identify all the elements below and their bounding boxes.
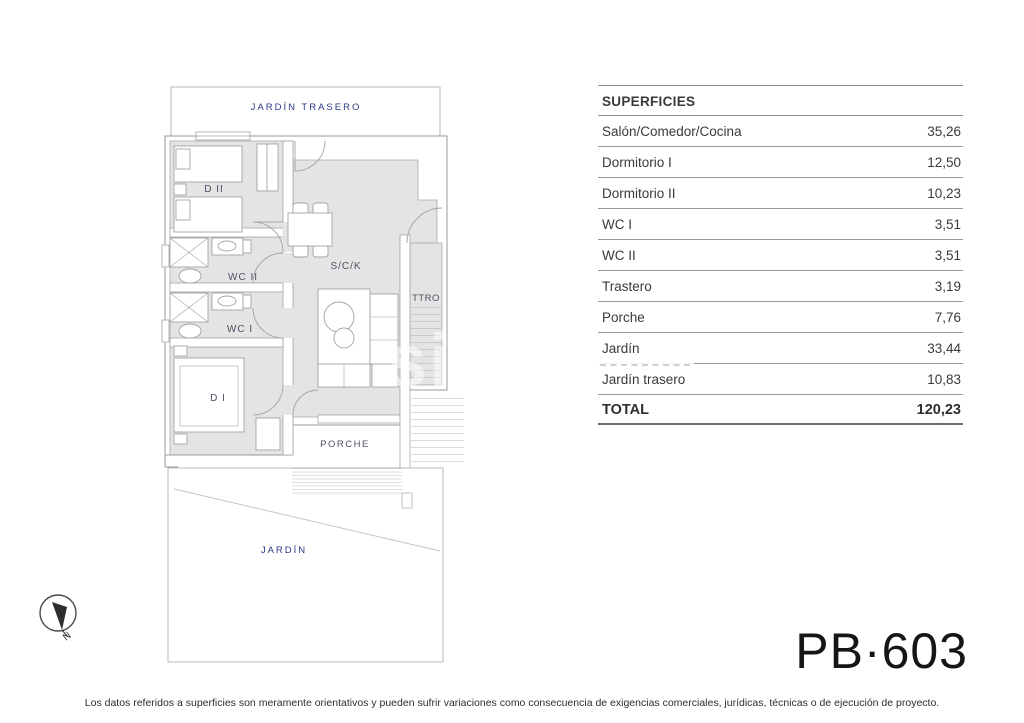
table-row [598, 116, 963, 147]
total-label: TOTAL [602, 402, 649, 418]
compass-n-label: N [61, 630, 74, 644]
bedroom2-label: D II [204, 184, 224, 195]
row-value: 35,26 [927, 124, 961, 139]
row-label: Dormitorio II [602, 186, 676, 201]
row-label: Jardín [602, 341, 640, 356]
table-row [598, 302, 963, 333]
storage-stairs [410, 302, 442, 385]
compass-north-icon [40, 595, 76, 643]
living-label: S/C/K [330, 261, 362, 272]
row-value: 10,83 [927, 372, 961, 387]
unit-reference: PB·603 [795, 623, 968, 679]
garden-label: JARDÍN [260, 545, 308, 556]
table-row [598, 147, 963, 178]
surfaces-table-rows [598, 116, 963, 395]
row-label: Trastero [602, 279, 652, 294]
surfaces-total-row [598, 395, 963, 425]
exterior-steps [410, 395, 464, 467]
row-label: Jardín trasero [602, 372, 686, 387]
row-value: 12,50 [927, 155, 961, 170]
row-value: 3,51 [934, 248, 961, 263]
watermark-dashes [600, 364, 690, 366]
row-value: 33,44 [927, 341, 961, 356]
storage-label: TTRO [412, 293, 440, 304]
row-value: 7,76 [934, 310, 961, 325]
row-value: 3,51 [934, 217, 961, 232]
row-label: Dormitorio I [602, 155, 672, 170]
row-label: WC I [602, 217, 632, 232]
table-row [598, 240, 963, 271]
table-row [598, 209, 963, 240]
table-row [598, 271, 963, 302]
total-value: 120,23 [916, 402, 961, 418]
surfaces-table-title: SUPERFICIES [598, 85, 963, 116]
row-label: Porche [602, 310, 645, 325]
backyard-label: JARDÍN TRASERO [250, 102, 362, 113]
wc2-label: WC II [228, 272, 258, 283]
row-value: 3,19 [934, 279, 961, 294]
porch-label: PORCHE [320, 439, 370, 450]
watermark-text: si [386, 319, 452, 402]
bedroom1-label: D I [210, 393, 226, 404]
table-row [598, 178, 963, 209]
porch-step [402, 493, 412, 508]
door-openings [283, 222, 294, 415]
disclaimer-text: Los datos referidos a superficies son meramente orientativos y pueden sufrir variaciones como consecuencia de exigencias comerciales, jurídicas, técnicas o de ejecución de proyecto. [84, 697, 940, 709]
row-label: WC II [602, 248, 636, 263]
surfaces-table [598, 85, 963, 425]
wc1-label: WC I [226, 324, 254, 335]
porch-decking [292, 466, 402, 494]
row-label: Salón/Comedor/Cocina [602, 124, 742, 139]
row-value: 10,23 [927, 186, 961, 201]
